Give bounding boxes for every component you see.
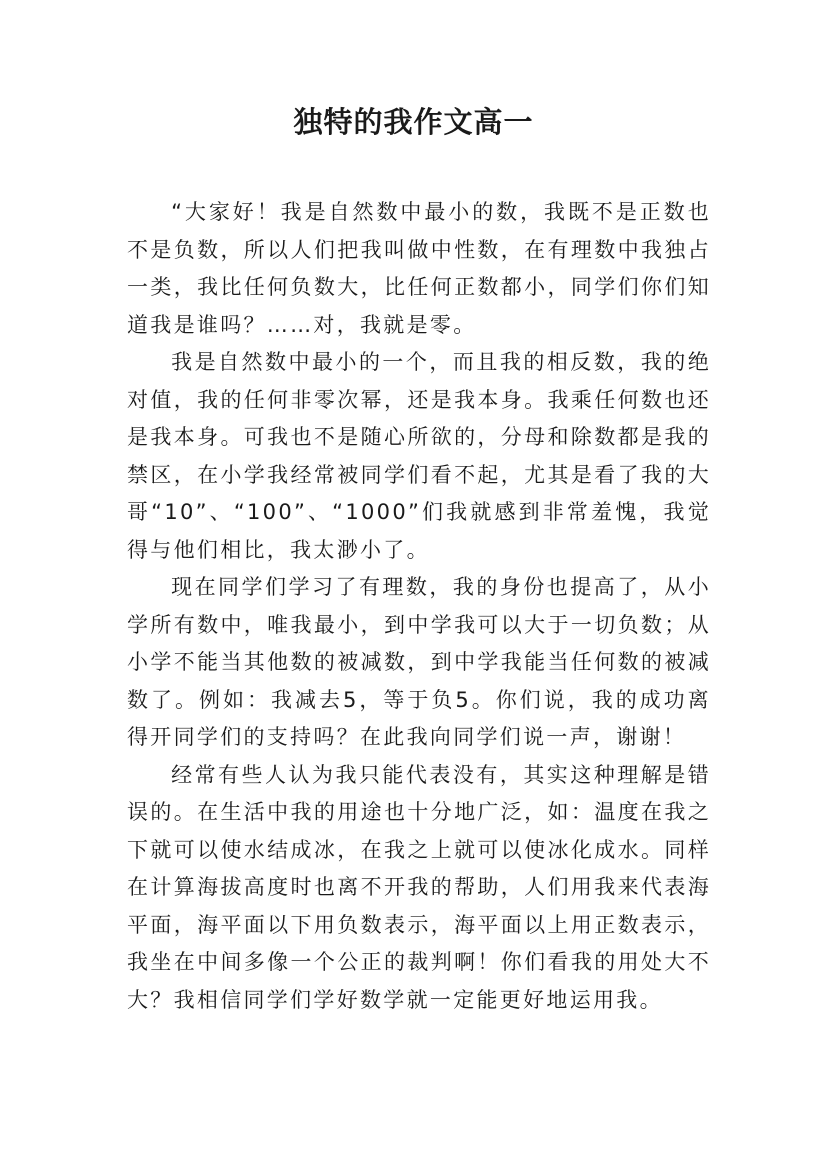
document-body: [127, 194, 711, 1019]
paragraph: 我是自然数中最小的一个，而且我的相反数，我的绝对值，我的任何非零次幂，还是我本身。我乘任何数也还是我本身。可我也不是随心所欲的，分母和除数都是我的禁区，在小学我经常被同学们看不起，尤其是看了我的大哥“10”、“100”、“1000”们我就感到非常羞愧，我觉得与他们相比，我太渺小了。: [127, 350, 711, 562]
paragraph: 现在同学们学习了有理数，我的身份也提高了，从小学所有数中，唯我最小，到中学我可以大于一切负数；从小学不能当其他数的被减数，到中学我能当任何数的被减数了。例如：我减去5，等于负5。你们说，我的成功离得开同学们的支持吗？在此我向同学们说一声，谢谢！: [127, 575, 711, 749]
document-title: 独特的我作文高一: [293, 105, 534, 139]
paragraph: “大家好！我是自然数中最小的数，我既不是正数也不是负数，所以人们把我叫做中性数，在有理数中我独占一类，我比任何负数大，比任何正数都小，同学们你们知道我是谁吗？……对，我就是零。: [127, 200, 711, 337]
paragraph: 经常有些人认为我只能代表没有，其实这种理解是错误的。在生活中我的用途也十分地广泛，如：温度在我之下就可以使水结成冰，在我之上就可以使冰化成水。同样在计算海拔高度时也离不开我的帮助，人们用我来代表海平面，海平面以下用负数表示，海平面以上用正数表示，我坐在中间多像一个公正的裁判啊！你们看我的用处大不大？我相信同学们学好数学就一定能更好地运用我。: [127, 762, 711, 1012]
